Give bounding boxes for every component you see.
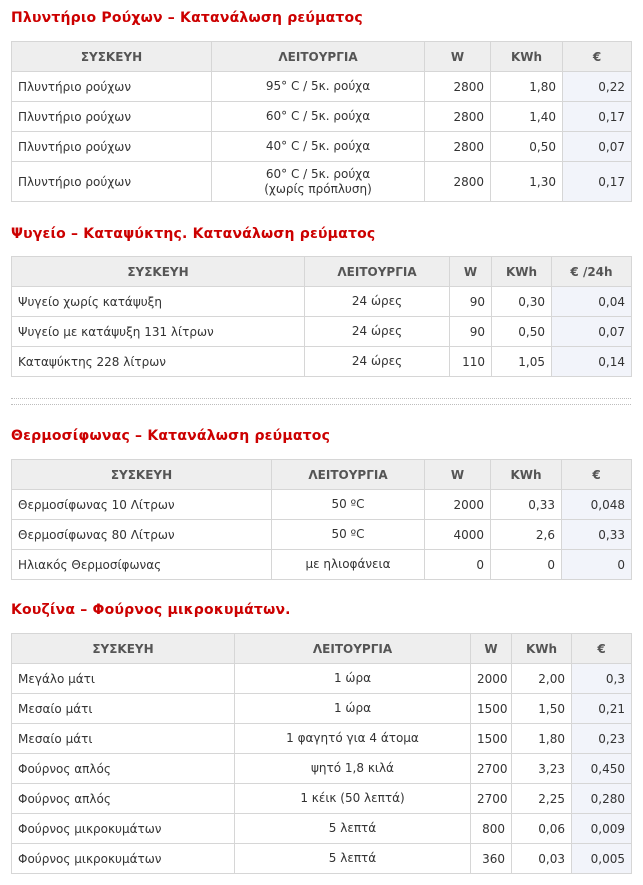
cell-cost: 0,280 (572, 784, 632, 814)
cell-watts: 0 (425, 550, 491, 580)
cell-watts: 4000 (425, 520, 491, 550)
cell-kwh: 3,23 (512, 754, 572, 784)
cell-watts: 2700 (471, 754, 512, 784)
header-kwh: KWh (491, 42, 563, 72)
cell-operation: 1 ώρα (235, 694, 471, 724)
water-heater-title: Θερμοσίφωνας – Κατανάλωση ρεύματος (11, 428, 331, 444)
header-cost: € (563, 42, 632, 72)
cell-operation: 60° C / 5κ. ρούχα (212, 102, 425, 132)
header-kwh: KWh (492, 257, 552, 287)
table-row (12, 347, 632, 377)
cell-watts: 360 (471, 844, 512, 874)
cell-device: Φούρνος απλός (12, 784, 235, 814)
table-row (12, 317, 632, 347)
cell-watts: 1500 (471, 724, 512, 754)
cell-device: Πλυντήριο ρούχων (12, 72, 212, 102)
cell-watts: 2800 (425, 162, 491, 202)
cell-device: Πλυντήριο ρούχων (12, 102, 212, 132)
cell-device: Μεσαίο μάτι (12, 724, 235, 754)
cell-kwh: 0,06 (512, 814, 572, 844)
header-watts: W (450, 257, 492, 287)
cell-device: Φούρνος μικροκυμάτων (12, 814, 235, 844)
header-watts: W (425, 460, 491, 490)
cell-cost: 0,33 (562, 520, 632, 550)
cell-cost: 0,17 (563, 102, 632, 132)
cell-operation: 50 ºC (272, 520, 425, 550)
cell-cost: 0,07 (552, 317, 632, 347)
cell-watts: 2700 (471, 784, 512, 814)
cell-device: Μεγάλο μάτι (12, 664, 235, 694)
cell-device: Θερμοσίφωνας 80 Λίτρων (12, 520, 272, 550)
table-row (12, 694, 632, 724)
cell-operation: 24 ώρες (305, 317, 450, 347)
cell-watts: 2800 (425, 102, 491, 132)
cell-cost: 0,450 (572, 754, 632, 784)
header-watts: W (471, 634, 512, 664)
table-row (12, 132, 632, 162)
table-header-row (12, 460, 632, 490)
cell-operation: 50 ºC (272, 490, 425, 520)
cell-device: Καταψύκτης 228 λίτρων (12, 347, 305, 377)
operation-line-2: (χωρίς πρόπλυση) (264, 181, 372, 196)
table-row (12, 162, 632, 202)
cell-operation: 1 ώρα (235, 664, 471, 694)
cell-operation: ψητό 1,8 κιλά (235, 754, 471, 784)
header-device: ΣΥΣΚΕΥΗ (12, 634, 235, 664)
cell-cost: 0,21 (572, 694, 632, 724)
cell-watts: 2800 (425, 72, 491, 102)
cell-operation: 5 λεπτά (235, 814, 471, 844)
cell-cost: 0,005 (572, 844, 632, 874)
cell-operation: 24 ώρες (305, 287, 450, 317)
table-header-row (12, 634, 632, 664)
table-header-row (12, 257, 632, 287)
cell-kwh: 1,50 (512, 694, 572, 724)
cell-kwh: 1,80 (491, 72, 563, 102)
table-row (12, 784, 632, 814)
header-device: ΣΥΣΚΕΥΗ (12, 460, 272, 490)
cell-watts: 2000 (471, 664, 512, 694)
kitchen-microwave-title: Κουζίνα – Φούρνος μικροκυμάτων. (11, 602, 291, 618)
cell-cost: 0,048 (562, 490, 632, 520)
table-row (12, 550, 632, 580)
cell-device: Πλυντήριο ρούχων (12, 162, 212, 202)
table-row (12, 664, 632, 694)
header-operation: ΛΕΙΤΟΥΡΓΙΑ (235, 634, 471, 664)
cell-cost: 0,14 (552, 347, 632, 377)
kitchen-microwave-table (11, 633, 632, 874)
cell-cost: 0,04 (552, 287, 632, 317)
table-row (12, 844, 632, 874)
cell-cost: 0,23 (572, 724, 632, 754)
cell-operation: 1 κέικ (50 λεπτά) (235, 784, 471, 814)
water-heater-table (11, 459, 632, 580)
fridge-freezer-table (11, 256, 632, 377)
cell-kwh: 1,80 (512, 724, 572, 754)
washing-machine-table (11, 41, 632, 202)
cell-operation: 24 ώρες (305, 347, 450, 377)
cell-kwh: 0,30 (492, 287, 552, 317)
header-cost: € /24h (552, 257, 632, 287)
header-operation: ΛΕΙΤΟΥΡΓΙΑ (212, 42, 425, 72)
cell-cost: 0 (562, 550, 632, 580)
cell-device: Μεσαίο μάτι (12, 694, 235, 724)
cell-device: Θερμοσίφωνας 10 Λίτρων (12, 490, 272, 520)
cell-watts: 2000 (425, 490, 491, 520)
cell-operation: 40° C / 5κ. ρούχα (212, 132, 425, 162)
cell-kwh: 2,6 (491, 520, 562, 550)
cell-kwh: 0,50 (492, 317, 552, 347)
table-row (12, 724, 632, 754)
cell-cost: 0,07 (563, 132, 632, 162)
table-row (12, 287, 632, 317)
cell-device: Φούρνος απλός (12, 754, 235, 784)
cell-kwh: 0,33 (491, 490, 562, 520)
cell-device: Φούρνος μικροκυμάτων (12, 844, 235, 874)
header-kwh: KWh (512, 634, 572, 664)
cell-cost: 0,17 (563, 162, 632, 202)
fridge-freezer-title: Ψυγείο – Καταψύκτης. Κατανάλωση ρεύματος (11, 226, 376, 242)
header-cost: € (562, 460, 632, 490)
header-cost: € (572, 634, 632, 664)
section-divider (11, 398, 631, 405)
cell-watts: 90 (450, 317, 492, 347)
cell-watts: 1500 (471, 694, 512, 724)
cell-watts: 2800 (425, 132, 491, 162)
table-row (12, 754, 632, 784)
header-kwh: KWh (491, 460, 562, 490)
washing-machine-title: Πλυντήριο Ρούχων – Κατανάλωση ρεύματος (11, 10, 363, 26)
operation-line-1: 60° C / 5κ. ρούχα (265, 166, 371, 181)
cell-device: Πλυντήριο ρούχων (12, 132, 212, 162)
header-operation: ΛΕΙΤΟΥΡΓΙΑ (272, 460, 425, 490)
table-row (12, 490, 632, 520)
cell-kwh: 0,50 (491, 132, 563, 162)
cell-kwh: 0,03 (512, 844, 572, 874)
header-device: ΣΥΣΚΕΥΗ (12, 257, 305, 287)
cell-operation (212, 162, 425, 202)
cell-kwh: 2,00 (512, 664, 572, 694)
table-row (12, 814, 632, 844)
cell-kwh: 0 (491, 550, 562, 580)
cell-watts: 110 (450, 347, 492, 377)
cell-kwh: 1,40 (491, 102, 563, 132)
header-watts: W (425, 42, 491, 72)
header-device: ΣΥΣΚΕΥΗ (12, 42, 212, 72)
cell-cost: 0,3 (572, 664, 632, 694)
cell-kwh: 1,30 (491, 162, 563, 202)
cell-device: Ψυγείο χωρίς κατάψυξη (12, 287, 305, 317)
table-row (12, 520, 632, 550)
cell-cost: 0,009 (572, 814, 632, 844)
cell-device: Ηλιακός Θερμοσίφωνας (12, 550, 272, 580)
cell-kwh: 2,25 (512, 784, 572, 814)
cell-operation: 95° C / 5κ. ρούχα (212, 72, 425, 102)
cell-watts: 800 (471, 814, 512, 844)
cell-operation: με ηλιοφάνεια (272, 550, 425, 580)
table-row (12, 102, 632, 132)
cell-watts: 90 (450, 287, 492, 317)
cell-operation: 5 λεπτά (235, 844, 471, 874)
table-header-row (12, 42, 632, 72)
cell-operation: 1 φαγητό για 4 άτομα (235, 724, 471, 754)
header-operation: ΛΕΙΤΟΥΡΓΙΑ (305, 257, 450, 287)
cell-kwh: 1,05 (492, 347, 552, 377)
table-row (12, 72, 632, 102)
cell-device: Ψυγείο με κατάψυξη 131 λίτρων (12, 317, 305, 347)
cell-cost: 0,22 (563, 72, 632, 102)
